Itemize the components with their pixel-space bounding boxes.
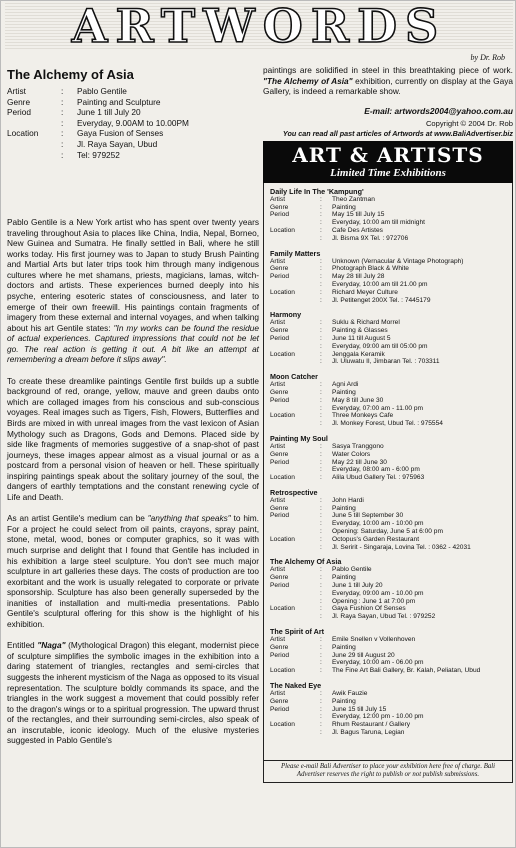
exhibition-row	[270, 721, 506, 729]
exhibition-value: Everyday, 12:00 pm - 10.00 pm	[332, 713, 424, 721]
exhibition-value: Opening: Saturday, June 5 at 6:00 pm	[332, 528, 443, 536]
exhibition-colon: :	[320, 288, 322, 296]
exhibition-label: Location	[270, 350, 295, 358]
exhibition-value: Everyday, 10:00 am - 10:00 pm	[332, 520, 424, 528]
exhibition-value: Painting	[332, 504, 356, 512]
exhibition-label	[270, 713, 320, 721]
exhibition-value: Alila Ubud Gallery Tel. : 975963	[332, 474, 425, 482]
exhibition-row	[270, 497, 506, 505]
exhibition-label: Location	[270, 412, 295, 420]
exhibition-row	[270, 397, 506, 405]
exhibition-colon: :	[320, 466, 322, 474]
exhibition-row	[270, 343, 506, 351]
exhibition-colon: :	[320, 327, 322, 335]
exhibition-colon: :	[320, 396, 322, 404]
exhibition-colon: :	[320, 589, 322, 597]
exhibition-value: Photograph Black & White	[332, 265, 409, 273]
exhibition-label	[270, 598, 320, 606]
exhibition-label	[270, 466, 320, 474]
info-label	[7, 150, 61, 161]
exhibition-row	[270, 574, 506, 582]
exhibition-label	[270, 405, 320, 413]
article-left-column	[7, 67, 259, 746]
copyright: Copyright © 2004 Dr. Rob	[425, 118, 513, 128]
exhibition-label: Location	[270, 226, 295, 234]
exhibition-row	[270, 405, 506, 413]
exhibition-label: Period	[270, 458, 290, 466]
exhibition-label: Period	[270, 512, 290, 520]
exhibition-label: Period	[270, 211, 290, 219]
exhibition-value: May 28 till July 28	[332, 273, 385, 281]
byline: by Dr. Rob	[470, 53, 505, 62]
info-row	[7, 97, 259, 108]
exhibition-value: Jl. Uluwatu II, Jimbaran Tel. : 703311	[332, 358, 440, 366]
exhibition-value: Unknown (Vernacular & Vintage Photograph)	[332, 257, 464, 265]
exhibition-row	[270, 273, 506, 281]
exhibition-item	[270, 681, 506, 737]
info-label: Location	[7, 128, 39, 139]
exhibition-colon: :	[320, 296, 322, 304]
exhibition-label	[270, 729, 320, 737]
exhibition-colon: :	[320, 257, 322, 265]
exhibition-value: May 22 till June 30	[332, 458, 387, 466]
masthead	[5, 0, 513, 53]
info-label: Period	[7, 107, 31, 118]
article-info-table	[7, 86, 259, 160]
exhibition-row	[270, 227, 506, 235]
exhibition-value: Everyday, 09:00 am till 05:00 pm	[332, 342, 428, 350]
exhibition-row	[270, 412, 506, 420]
exhibition-row	[270, 520, 506, 528]
exhibition-label: Period	[270, 334, 290, 342]
exhibition-row	[270, 474, 506, 482]
exhibition-row	[270, 459, 506, 467]
exhibition-value: June 1 till July 20	[332, 582, 383, 590]
exhibition-colon: :	[320, 319, 322, 327]
exhibition-label: Genre	[270, 203, 289, 211]
exhibition-title: Daily Life In The 'Kampung'	[270, 186, 364, 196]
exhibition-row	[270, 204, 506, 212]
exhibition-row	[270, 729, 506, 737]
exhibition-label	[270, 358, 320, 366]
exhibition-label: Artist	[270, 257, 286, 265]
author-email: E-mail: artwords2004@yahoo.com.au	[364, 105, 513, 116]
info-value: June 1 till July 20	[77, 107, 141, 118]
exhibition-colon: :	[320, 690, 322, 698]
info-row	[7, 86, 259, 97]
exhibition-label: Period	[270, 396, 290, 404]
exhibition-value: Rhum Restaurant / Gallery	[332, 721, 411, 729]
exhibition-value: Painting	[332, 203, 356, 211]
exhibition-colon: :	[320, 381, 322, 389]
exhibition-label: Genre	[270, 504, 289, 512]
exhibition-value: Water Colors	[332, 450, 371, 458]
exhibition-value: Octopus's Garden Restaurant	[332, 535, 420, 543]
exhibition-colon: :	[320, 528, 322, 536]
article-right-column	[263, 65, 513, 783]
exhibition-row	[270, 582, 506, 590]
article-quote: "In my works can be found the residue of actual experiences. Captured impressions that could not be let go. The real action is getting it out. A bit like an attempt at remembering a dream before it slips away".	[7, 322, 259, 365]
exhibition-item	[270, 372, 506, 428]
exhibition-value: Pablo Gentile	[332, 566, 372, 574]
exhibition-value: John Hardi	[332, 496, 364, 504]
exhibition-colon: :	[320, 280, 322, 288]
exhibition-value: June 15 till July 15	[332, 705, 387, 713]
exhibition-colon: :	[320, 659, 322, 667]
exhibition-value: May 15 till July 15	[332, 211, 385, 219]
exhibition-label	[270, 613, 320, 621]
exhibition-row	[270, 598, 506, 606]
exhibition-value: Everyday, 09:00 am - 10.00 pm	[332, 589, 424, 597]
exhibition-colon: :	[320, 226, 322, 234]
info-value: Gaya Fusion of Senses	[77, 128, 164, 139]
exhibition-row	[270, 211, 506, 219]
exhibition-colon: :	[320, 520, 322, 528]
exhibition-row	[270, 265, 506, 273]
listings-subtitle: Limited Time Exhibitions	[330, 166, 446, 179]
info-colon: :	[61, 86, 64, 96]
exhibition-label: Artist	[270, 442, 286, 450]
exhibition-colon: :	[320, 697, 322, 705]
exhibition-row	[270, 451, 506, 459]
exhibition-colon: :	[320, 358, 322, 366]
listings-title: ART & ARTISTS	[292, 142, 484, 167]
exhibition-colon: :	[320, 667, 322, 675]
exhibition-item	[270, 187, 506, 243]
exhibition-label: Location	[270, 721, 295, 729]
exhibition-colon: :	[320, 388, 322, 396]
exhibition-label: Location	[270, 667, 295, 675]
exhibition-value: Everyday, 08:00 am - 6:00 pm	[332, 466, 420, 474]
info-value: Painting and Sculpture	[77, 96, 161, 107]
exhibition-colon: :	[320, 420, 322, 428]
exhibition-colon: :	[320, 458, 322, 466]
exhibition-colon: :	[320, 203, 322, 211]
exhibition-colon: :	[320, 273, 322, 281]
exhibition-row	[270, 698, 506, 706]
exhibition-title: The Naked Eye	[270, 681, 322, 691]
info-row	[7, 118, 259, 129]
exhibition-colon: :	[320, 636, 322, 644]
exhibition-title: The Alchemy Of Asia	[270, 557, 342, 567]
exhibition-value: Jl. Monkey Forest, Ubud Tel. : 975554	[332, 420, 443, 428]
exhibition-label	[270, 520, 320, 528]
info-colon: :	[61, 107, 64, 118]
exhibition-row	[270, 327, 506, 335]
info-label	[7, 118, 61, 129]
exhibition-label: Genre	[270, 697, 289, 705]
exhibition-label: Location	[270, 605, 295, 613]
exhibition-row	[270, 566, 506, 574]
exhibition-row	[270, 381, 506, 389]
exhibition-label	[270, 528, 320, 536]
exhibition-colon: :	[320, 350, 322, 358]
exhibition-colon: :	[320, 504, 322, 512]
listings-banner	[263, 141, 513, 183]
exhibition-row	[270, 351, 506, 359]
exhibition-row	[270, 335, 506, 343]
exhibition-colon: :	[320, 721, 322, 729]
exhibition-label: Location	[270, 535, 295, 543]
exhibition-row	[270, 690, 506, 698]
info-row	[7, 139, 259, 150]
exhibition-value: Jl. Raya Sayan, Ubud Tel. : 979252	[332, 613, 436, 621]
exhibition-value: Jl. Bisma 9X Tel. : 972706	[332, 234, 409, 242]
exhibition-row	[270, 659, 506, 667]
exhibition-value: Three Monkeys Cafe	[332, 412, 394, 420]
exhibition-row	[270, 358, 506, 366]
exhibition-value: Painting & Glasses	[332, 327, 388, 335]
exhibition-title: The Spirit of Art	[270, 627, 325, 637]
exhibition-value: Everyday, 10:00 am till 21.00 pm	[332, 280, 428, 288]
article-title: The Alchemy of Asia	[7, 67, 134, 82]
exhibition-colon: :	[320, 729, 322, 737]
exhibition-row	[270, 319, 506, 327]
exhibition-label	[270, 343, 320, 351]
exhibition-label: Period	[270, 705, 290, 713]
exhibition-value: Jl. Petitenget 200X Tel. : 7445179	[332, 296, 431, 304]
exhibition-label: Genre	[270, 265, 289, 273]
exhibition-value: May 8 till June 30	[332, 396, 384, 404]
exhibition-label: Artist	[270, 319, 286, 327]
exhibition-label: Artist	[270, 195, 286, 203]
exhibition-label	[270, 297, 320, 305]
exhibition-colon: :	[320, 265, 322, 273]
exhibition-label: Period	[270, 273, 290, 281]
exhibition-value: June 29 till August 20	[332, 651, 395, 659]
exhibition-label	[270, 659, 320, 667]
exhibition-row	[270, 466, 506, 474]
exhibition-colon: :	[320, 582, 322, 590]
exhibition-colon: :	[320, 234, 322, 242]
exhibition-value: Painting	[332, 697, 356, 705]
exhibition-value: Cafe Des Artistes	[332, 226, 383, 234]
exhibition-row	[270, 652, 506, 660]
exhibition-label: Artist	[270, 381, 286, 389]
exhibition-label: Genre	[270, 450, 289, 458]
exhibition-row	[270, 605, 506, 613]
exhibition-colon: :	[320, 195, 322, 203]
exhibition-colon: :	[320, 613, 322, 621]
exhibition-title: Retrospective	[270, 487, 318, 497]
exhibition-label: Genre	[270, 643, 289, 651]
exhibition-listings	[263, 183, 513, 760]
exhibition-value: Jl. Bagus Taruna, Legian	[332, 729, 405, 737]
info-row	[7, 150, 259, 161]
exhibition-label	[270, 420, 320, 428]
exhibition-row	[270, 505, 506, 513]
info-colon: :	[61, 149, 64, 160]
exhibition-colon: :	[320, 474, 322, 482]
exhibition-label: Artist	[270, 690, 286, 698]
exhibition-label	[270, 281, 320, 289]
info-colon: :	[61, 117, 64, 128]
info-colon: :	[61, 96, 64, 107]
exhibition-row	[270, 420, 506, 428]
exhibition-colon: :	[320, 643, 322, 651]
exhibition-label: Period	[270, 582, 290, 590]
exhibition-label: Artist	[270, 636, 286, 644]
exhibition-value: Theo Zantman	[332, 195, 375, 203]
exhibition-colon: :	[320, 450, 322, 458]
exhibition-item	[270, 627, 506, 675]
exhibition-row	[270, 196, 506, 204]
info-row	[7, 128, 259, 139]
exhibition-row	[270, 706, 506, 714]
exhibition-colon: :	[320, 705, 322, 713]
article-paragraph-3: As an artist Gentile's medium can be "anything that speaks" to him. For a project he could select from oil paints, crayons, spray paint, stone, metal, wood, bones or computer graphics, so it was with much surprise and delight that I found that Gentile has included in his exhibition a large steel sculpture. You don't see much major sculpture in art galleries these days. The costs of production are too exorbitant and the work is usually relegated to corporate or private sponsorship. Sculpture has also been generally superseded by the inanities of installation and multi-media presentations. Pablo Gentile's sculptural offering for this show is the highlight of his exhibition.	[7, 513, 259, 629]
exhibition-colon: :	[320, 597, 322, 605]
exhibition-colon: :	[320, 334, 322, 342]
exhibition-value: The Fine Art Bali Gallery, Br. Kalah, Peliatan, Ubud	[332, 667, 481, 675]
exhibition-colon: :	[320, 605, 322, 613]
exhibition-row	[270, 590, 506, 598]
info-colon: :	[61, 128, 64, 139]
article-paragraph-5: paintings are solidified in steel in this breathtaking piece of work. "The Alchemy of Asia" exhibition, currently on display at the Gaya Gallery, is indeed a remarkable show.	[263, 65, 513, 97]
exhibition-value: Suklu & Richard Morrel	[332, 319, 400, 327]
website-note: You can read all past articles of Artwords at www.BaliAdvertiser.biz	[282, 128, 513, 138]
exhibition-label: Artist	[270, 566, 286, 574]
exhibition-colon: :	[320, 442, 322, 450]
exhibition-row	[270, 713, 506, 721]
exhibition-item	[270, 434, 506, 482]
exhibition-label: Location	[270, 474, 295, 482]
exhibition-label	[270, 590, 320, 598]
exhibition-label: Genre	[270, 388, 289, 396]
exhibition-row	[270, 443, 506, 451]
exhibition-value: Jenggala Keramik	[332, 350, 385, 358]
exhibition-colon: :	[320, 342, 322, 350]
exhibition-row	[270, 613, 506, 621]
exhibition-value: Opening : June 1 at 7:00 pm	[332, 597, 416, 605]
exhibition-label	[270, 544, 320, 552]
info-value: Pablo Gentile	[77, 86, 127, 96]
exhibition-value: Everyday, 07:00 am - 11.00 pm	[332, 404, 424, 412]
exhibition-row	[270, 528, 506, 536]
exhibition-title: Moon Catcher	[270, 372, 318, 382]
exhibition-value: June 11 till August 5	[332, 334, 391, 342]
info-label: Genre	[7, 96, 31, 107]
exhibition-item	[270, 310, 506, 366]
exhibition-colon: :	[320, 512, 322, 520]
masthead-title: ARTWORDS	[71, 0, 447, 53]
exhibition-colon: :	[320, 404, 322, 412]
exhibition-title: Family Matters	[270, 248, 321, 258]
exhibition-row	[270, 536, 506, 544]
exhibition-value: June 5 till September 30	[332, 512, 404, 520]
info-value: Tel: 979252	[77, 149, 120, 160]
exhibition-item	[270, 557, 506, 621]
exhibition-value: Painting	[332, 574, 356, 582]
exhibition-row	[270, 636, 506, 644]
exhibition-row	[270, 219, 506, 227]
exhibition-colon: :	[320, 651, 322, 659]
exhibition-label: Genre	[270, 327, 289, 335]
exhibition-label: Genre	[270, 574, 289, 582]
exhibition-row	[270, 281, 506, 289]
exhibition-row	[270, 289, 506, 297]
article-paragraph-4: Entitled "Naga" (Mythological Dragon) this elegant, modernist piece of sculpture simplifies the symbolic images in the exhibition into a daring statement of triangles, rectangles and semi-circles that suggests the inherent mysticism of the Naga as opposed to its visual representation. The sculpture boldly commands its space, and the triangles in the work suggest a movement that could possibly refer to the dragon's wings or to a spiritual progression. The upward thrust of the rectangles, and their surrounding semi-circles, also speak of an inscrutable, iconic ideology. Much of the elusive mysteries suggested in Pablo Gentile's	[7, 640, 259, 746]
exhibition-label: Period	[270, 651, 290, 659]
exhibition-row	[270, 667, 506, 675]
exhibition-row	[270, 389, 506, 397]
exhibition-colon: :	[320, 543, 322, 551]
exhibition-row	[270, 544, 506, 552]
exhibition-colon: :	[320, 211, 322, 219]
exhibition-value: Everyday, 10:00 am - 06.00 pm	[332, 659, 424, 667]
exhibition-row	[270, 644, 506, 652]
exhibition-row	[270, 297, 506, 305]
info-label	[7, 139, 61, 150]
info-label: Artist	[7, 86, 26, 96]
info-value: Jl. Raya Sayan, Ubud	[77, 138, 158, 149]
exhibition-colon: :	[320, 566, 322, 574]
exhibition-label: Artist	[270, 496, 286, 504]
listings-footer: Please e-mail Bali Advertiser to place your exhibition here free of charge. Bali Advertiser reserves the right to publish or not publish submissions.	[263, 760, 513, 783]
exhibition-colon: :	[320, 713, 322, 721]
exhibition-value: Gaya Fushion Of Senses	[332, 605, 406, 613]
exhibition-row	[270, 235, 506, 243]
exhibition-colon: :	[320, 535, 322, 543]
exhibition-value: Painting	[332, 388, 356, 396]
exhibition-colon: :	[320, 496, 322, 504]
exhibition-value: Emile Snellen v Vollenhoven	[332, 636, 416, 644]
exhibition-row	[270, 512, 506, 520]
exhibition-colon: :	[320, 574, 322, 582]
exhibition-value: Awik Fauzie	[332, 690, 368, 698]
exhibition-title: Painting My Soul	[270, 433, 328, 443]
exhibition-row	[270, 258, 506, 266]
exhibition-item	[270, 488, 506, 552]
exhibition-label	[270, 219, 320, 227]
exhibition-colon: :	[320, 412, 322, 420]
exhibition-value: Agni Ardi	[332, 381, 359, 389]
exhibition-title: Harmony	[270, 310, 302, 320]
info-colon: :	[61, 138, 64, 149]
exhibition-item	[270, 249, 506, 305]
article-paragraph-2: To create these dreamlike paintings Gentile first builds up a subtle background of red, orange, yellow, mauve and green daubs onto which are collaged images from his conscious and sub-conscious voyages. Real images such as Tigers, Fish, Flowers, Butterflies and Birds are mixed in with unreal images from the vast lexicon of Asian Mythology such as Dragons, Gods and Demons. Placed side by side like fragments of memories suggestive of a snap-shot of past journeys, these images appear almost as a visual journal or as a postcard from a personal vision of heaven or hell. These spiritually inspiring paintings speak about the solitary journey of the soul, the dangers of earthly temptations and the constant renewing cycle of Life and Death.	[7, 375, 259, 502]
article-paragraph-1: Pablo Gentile is a New York artist who has spent over twenty years traveling throughout Asia to places like China, India, Nepal, Borneo, New Guinea and Sumatra. He finally settled in Bali, where he still works today. His first journey was to Japan to study Brush Painting and Martial Arts but later trips took him through many indigenous cultures where he met shamans, priests, magicians, lamas, witch-doctors and artists. These experiences burned deeply into his psyche, entering esoteric states of consciousness, and later to emerge of their own freewill. His paintings contain fragments of imagery from these external and internal voyages, and when talking about his art Gentile states: "In my works can be found the residue of actual experiences. Captured impressions that could not be let go. The real action is getting it out. A bit like an attempt at remembering a dream before it slips away".	[7, 217, 259, 365]
exhibition-value: Everyday, 10:00 am till midnight	[332, 219, 425, 227]
exhibition-value: Jl. Seririt - Singaraja, Lovina Tel. : 0362 - 42031	[332, 543, 471, 551]
exhibition-colon: :	[320, 219, 322, 227]
info-value: Everyday, 9.00AM to 10.00PM	[77, 117, 189, 128]
exhibition-value: Richard Meyer Culture	[332, 288, 398, 296]
exhibition-value: Painting	[332, 643, 356, 651]
exhibition-label: Location	[270, 288, 295, 296]
exhibition-label	[270, 235, 320, 243]
info-row	[7, 107, 259, 118]
exhibition-value: Sasya Tranggono	[332, 442, 384, 450]
